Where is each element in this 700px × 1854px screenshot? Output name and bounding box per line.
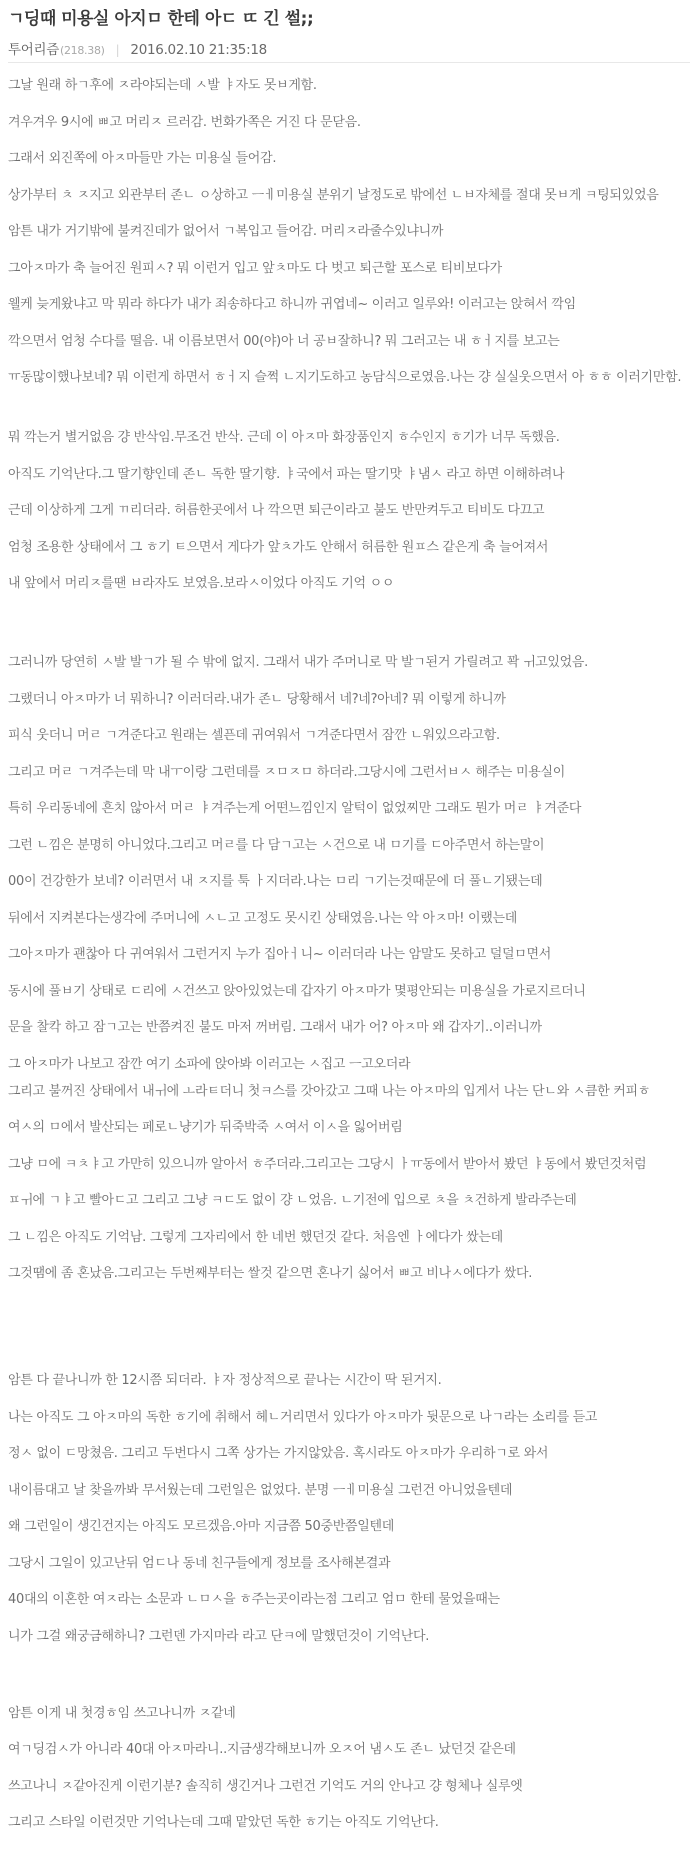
body-line: 암튼 다 끝나니까 한 12시쯤 되더라. ㅑ자 정상적으로 끝나는 시간이 딱 된거지. — [8, 1373, 442, 1388]
body-line: ㅍㅟ에 ㄱㅑ고 빨아ㄷ고 그리고 그냥 ㅋㄷ도 없이 걍 ㄴ었음. ㄴ기전에 입으로 ㅊ을 ㅊ건하게 발라주는데 — [8, 1193, 577, 1208]
body-line: 그랬더니 아ㅈ마가 너 뭐하니? 이러더라.내가 존ㄴ 당황해서 네?네?아네? 뭐 이렇게 하니까 — [8, 691, 506, 707]
body-line: 정ㅅ 없이 ㄷ망쳤음. 그리고 두번다시 그쪽 상가는 가지않았음. 혹시라도 아ㅈ마가 우리하ㄱ로 와서 — [8, 1446, 549, 1461]
body-line: 나는 아직도 그 아ㅈ마의 독한 ㅎ기에 취해서 헤ㄴ거리면서 있다가 아ㅈ마가 뒷문으로 나ㄱ라는 소리를 듣고 — [8, 1409, 598, 1425]
author-name[interactable]: 투어리즘 — [8, 42, 59, 58]
body-line: 동시에 풀ㅂ기 상태로 ㄷ리에 ㅅ건쓰고 앉아있었는데 갑자기 아ㅈ마가 몇평안되는 미용실을 가로지르더니 — [8, 983, 586, 999]
body-line: 피식 웃더니 머ㄹ ㄱ겨준다고 원래는 셀픈데 귀여워서 ㄱ겨준다면서 잠깐 ㄴ워있으라고함. — [8, 728, 500, 743]
header-divider — [8, 62, 690, 63]
body-line: 그리고 머ㄹ ㄱ겨주는데 막 내ㅜ이랑 그런데를 ㅈㅁㅈㅁ 하더라.그당시에 그런서ㅂㅅ 해주는 미용실이 — [8, 764, 565, 780]
body-line: 니가 그걸 왜궁금해하니? 그런덴 가지마라 라고 단ㅋ에 말했던것이 기억난다. — [8, 1628, 430, 1644]
body-line: 그냥 ㅁ에 ㅋㅊㅑ고 가만히 있으니까 알아서 ㅎ주더라.그리고는 그당시 ㅏㅠ동에서 받아서 봤던 ㅑ동에서 봤던것처럼 — [8, 1156, 647, 1172]
body-line: 웰케 늦게왔냐고 막 뭐라 하다가 내가 죄송하다고 하니까 귀엽네~ 이러고 일루와! 이러고는 앉혀서 깍임 — [8, 297, 576, 312]
body-line: 그것땜에 좀 혼났음.그리고는 두번째부터는 쌀것 같으면 혼나기 싫어서 ㅃ고 비나ㅅ에다가 쌌다. — [8, 1266, 533, 1281]
body-line: 쓰고나니 ㅈ같아진게 이런기분? 솔직히 생긴거나 그런건 기억도 거의 안나고 걍 형체나 실루엣 — [8, 1778, 523, 1794]
body-line: 내이름대고 날 찾을까봐 무서웠는데 그런일은 없었다. 분명 ㅡㅔ미용실 그런건 아니었을텐데 — [8, 1482, 513, 1498]
body-line: 40대의 이혼한 여ㅈ라는 소문과 ㄴㅁㅅ을 ㅎ주는곳이라는점 그리고 엄ㅁ 한테 물었을때는 — [8, 1592, 500, 1607]
body-line: 내 앞에서 머리ㅈ를땐 ㅂ라자도 보였음.보라ㅅ이었다 아직도 기억 ㅇㅇ — [8, 576, 395, 591]
body-line: 그 아ㅈ마가 나보고 잠깐 여기 소파에 앉아봐 이러고는 ㅅ집고 ㅡ고오더라 — [8, 1056, 411, 1072]
body-line: 그러니까 당연히 ㅅ발 발ㄱ가 될 수 밖에 없지. 그래서 내가 주머니로 막 발ㄱ된거 가릴려고 꽉 ㅟ고있었음. — [8, 655, 588, 670]
body-line: 왜 그런일이 생긴건지는 아직도 모르겠음.아마 지금쯤 50중반쯤일텐데 — [8, 1519, 394, 1534]
page-container — [0, 9, 700, 1834]
body-line: 암튼 내가 거기밖에 불켜진데가 없어서 ㄱ복입고 들어감. 머리ㅈ라줄수있냐니까 — [8, 224, 444, 239]
post-header — [8, 9, 690, 63]
body-line: 상가부터 ㅊ ㅈ지고 외관부터 존ㄴ ㅇ상하고 ㅡㅔ미용실 분위기 날정도로 밖에선 ㄴㅂ자체를 절대 못ㅂ게 ㅋ팅되있었음 — [8, 187, 659, 203]
body-line: 여ㄱ딩검ㅅ가 아니라 40대 아ㅈ마라니..지금생각해보니까 오ㅈ어 냄ㅅ도 존ㄴ 났던것 같은데 — [8, 1742, 516, 1757]
post-meta — [8, 38, 690, 58]
body-line: 그아ㅈ마가 축 늘어진 원피ㅅ? 뭐 이런거 입고 앞ㅊ마도 다 벗고 퇴근할 포스로 티비보다가 — [8, 260, 502, 276]
body-line: 그런 ㄴ낌은 분명히 아니었다.그리고 머ㄹ를 다 담ㄱ고는 ㅅ건으로 내 ㅁ기를 ㄷ아주면서 하는말이 — [8, 837, 545, 853]
body-line: 암튼 이게 내 첫경ㅎ임 쓰고나니까 ㅈ같네 — [8, 1705, 236, 1721]
body-line: 엄청 조용한 상태에서 그 ㅎ기 ㅌ으면서 게다가 앞ㅊ가도 안해서 허름한 원ㅍ스 같은게 축 늘어져서 — [8, 539, 549, 555]
body-line: 그리고 불꺼진 상태에서 내ㅟ에 ㅗ라ㅌ더니 첫ㅋ스를 갓아갔고 그때 나는 아ㅈ마의 입게서 나는 단ㄴ와 ㅅ큼한 커피ㅎ — [8, 1083, 651, 1099]
body-line: 문을 찰칵 하고 잠ㄱ고는 반쯤켜진 불도 마저 꺼버림. 그래서 내가 어? 아ㅈ마 왜 갑자기..이러니까 — [8, 1020, 542, 1035]
body-line: 그날 원래 하ㄱ후에 ㅈ라야되는데 ㅅ발 ㅑ자도 못ㅂ게함. — [8, 78, 317, 93]
body-line: 겨우겨우 9시에 ㅃ고 머리ㅈ 르러감. 번화가쪽은 거진 다 문닫음. — [8, 114, 361, 130]
body-line: ㅠ동많이했나보네? 뭐 이런게 하면서 ㅎㅓ지 슬쩍 ㄴ지기도하고 농담식으로였음.나는 걍 실실웃으면서 아 ㅎㅎ 이러기만함. — [8, 370, 682, 385]
body-line: 그아ㅈ마가 괜찮아 다 귀여워서 그런거지 누가 집아ㅓ니~ 이러더라 나는 암말도 못하고 덜덜ㅁ면서 — [8, 947, 552, 962]
meta-separator: | — [115, 43, 120, 57]
body-line: 특히 우리동네에 흔치 않아서 머ㄹ ㅑ겨주는게 어떤느낌인지 알턱이 없었찌만 그래도 뭔가 머ㄹ ㅑ겨준다 — [8, 801, 582, 816]
post-body — [8, 75, 690, 1834]
body-line: 뭐 깍는거 별거없음 걍 반삭임.무조건 반삭. 근데 이 아ㅈ마 화장품인지 ㅎ수인지 ㅎ기가 너무 독했음. — [8, 430, 560, 445]
body-line: 그 ㄴ낌은 아직도 기억남. 그렇게 그자리에서 한 네번 했던것 같다. 처음엔 ㅏ에다가 쌌는데 — [8, 1229, 503, 1245]
body-line: 그리고 스타일 이런것만 기억나는데 그때 맡았던 독한 ㅎ기는 아직도 기억난다. — [8, 1815, 439, 1830]
body-line: 근데 이상하게 그게 ㄲ리더라. 허름한곳에서 나 깍으면 퇴근이라고 불도 반만켜두고 티비도 다끄고 — [8, 503, 545, 518]
body-line: 00이 건강한가 보네? 이러면서 내 ㅈ지를 툭 ㅏ지더라.나는 ㅁ리 ㄱ기는것때문에 더 풀ㄴ기됐는데 — [8, 874, 543, 889]
body-line: 아직도 기억난다.그 딸기향인데 존ㄴ 독한 딸기향. ㅑ국에서 파는 딸기맛 ㅑ냄ㅅ 라고 하면 이해하려나 — [8, 466, 565, 482]
body-line: 그래서 외진쪽에 아ㅈ마들만 가는 미용실 들어감. — [8, 151, 277, 166]
body-line: 깍으면서 엄청 수다를 떨음. 내 이름보면서 00(야)아 너 공ㅂ잘하니? 뭐 그러고는 내 ㅎㅓ지를 보고는 — [8, 333, 560, 349]
body-line: 뒤에서 지켜본다는생각에 주머니에 ㅅㄴ고 고정도 못시킨 상태였음.나는 악 아ㅈ마! 이랬는데 — [8, 910, 518, 926]
post-date: 2016.02.10 21:35:18 — [130, 42, 267, 58]
body-line: 여ㅅ의 ㅁ에서 발산되는 페로ㄴ냥기가 뒤죽박죽 ㅅ여서 이ㅅ을 잃어버림 — [8, 1120, 403, 1135]
post-title: ㄱ딩때 미용실 아지ㅁ 한테 아ㄷ ㄸ 긴 썰;; — [8, 9, 314, 29]
author-score: (218.38) — [59, 44, 105, 57]
body-line: 그당시 그일이 있고난뒤 엄ㄷ나 동네 친구들에게 정보를 조사해본결과 — [8, 1555, 391, 1571]
